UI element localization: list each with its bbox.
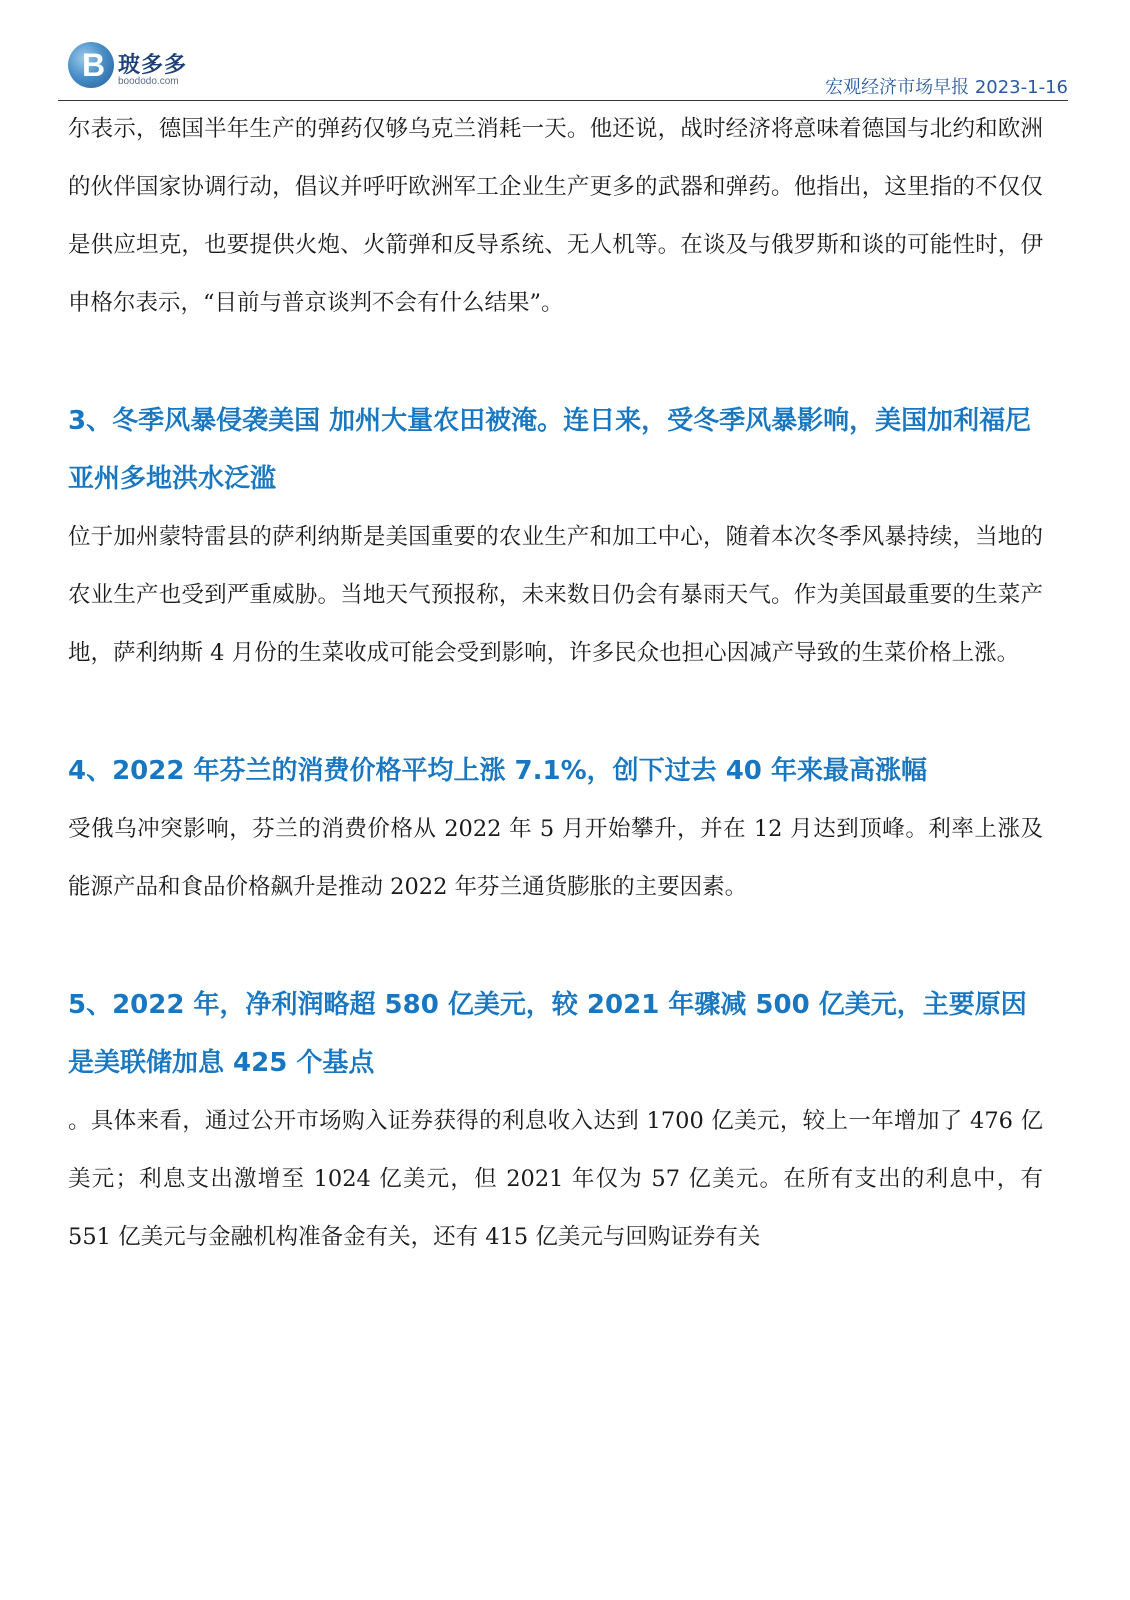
- brand-logo: [68, 42, 228, 94]
- report-title: 宏观经济市场早报 2023-1-16: [825, 77, 1068, 98]
- logo-domain: boododo.com: [118, 76, 179, 87]
- section-spacer: [68, 332, 1043, 392]
- logo-name: 玻多多: [118, 53, 188, 78]
- section-3-heading: 3、冬季风暴侵袭美国 加州大量农田被淹。连日来，受冬季风暴影响，美国加利福尼亚州多地洪水泛滥: [68, 406, 1032, 494]
- section-spacer: [68, 682, 1043, 742]
- logo-mark-icon: B: [68, 42, 114, 88]
- section-5-heading: 5、2022 年，净利润略超 580 亿美元，较 2021 年骤减 500 亿美元，主要原因是美联储加息 425 个基点: [68, 990, 1027, 1078]
- section-4-body: 受俄乌冲突影响，芬兰的消费价格从 2022 年 5 月开始攀升，并在 12 月达到顶峰。利率上涨及能源产品和食品价格飙升是推动 2022 年芬兰通货膨胀的主要因素。: [68, 816, 1043, 900]
- intro-paragraph: 尔表示，德国半年生产的弹药仅够乌克兰消耗一天。他还说，战时经济将意味着德国与北约和欧洲的伙伴国家协调行动，倡议并呼吁欧洲军工企业生产更多的武器和弹药。他指出，这里指的不仅仅是供应坦克，也要提供火炮、火箭弹和反导系统、无人机等。在谈及与俄罗斯和谈的可能性时，伊申格尔表示，“目前与普京谈判不会有什么结果”。: [68, 116, 1043, 316]
- section-4-heading: 4、2022 年芬兰的消费价格平均上涨 7.1%，创下过去 40 年来最高涨幅: [68, 756, 927, 786]
- section-5-body: 。具体来看，通过公开市场购入证券获得的利息收入达到 1700 亿美元，较上一年增加了 476 亿美元；利息支出激增至 1024 亿美元，但 2021 年仅为 57 亿美元。在所有支出的利息中，有 551 亿美元与金融机构准备金有关，还有 415 亿美元与回购证券有关: [68, 1108, 1043, 1250]
- section-spacer: [68, 916, 1043, 976]
- article-body: [68, 100, 1043, 1266]
- page-header: [58, 40, 1068, 102]
- section-3-body: 位于加州蒙特雷县的萨利纳斯是美国重要的农业生产和加工中心，随着本次冬季风暴持续，当地的农业生产也受到严重威胁。当地天气预报称，未来数日仍会有暴雨天气。作为美国最重要的生菜产地，萨利纳斯 4 月份的生菜收成可能会受到影响，许多民众也担心因减产导致的生菜价格上涨。: [68, 524, 1043, 666]
